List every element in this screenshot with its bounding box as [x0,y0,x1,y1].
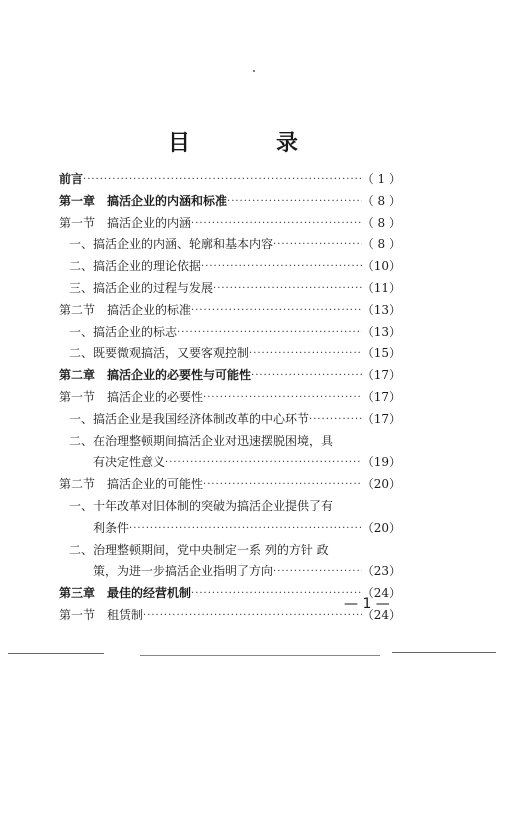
toc-entry-page: （ 8 ） [361,215,401,230]
toc-entry-continuation [59,455,401,469]
leader-dots [177,327,362,339]
toc-entry-subsection [59,499,401,513]
toc-entry-preface [59,172,401,186]
toc-entry-page: （24） [361,607,401,622]
leader-dots [309,414,362,426]
leader-dots [191,218,362,230]
leader-dots [249,348,362,360]
toc-entry-page: （15） [361,346,401,361]
leader-dots [251,370,362,382]
toc-entry-page: （17） [361,368,401,383]
toc-entry-label-continued: 策，为进一步搞活企业指明了方向 [93,564,274,579]
toc-entry-label: 第一节 搞活企业的内涵 [59,215,192,230]
toc-entry-subsection [59,346,401,360]
toc-entry-label: 前言 [59,172,84,186]
toc-entry-subsection [59,237,401,251]
toc-entry-page: （20） [361,477,401,492]
toc-entry-page: （23） [361,564,401,579]
toc-entry-page: （13） [361,324,401,339]
leader-dots [203,392,362,404]
toc-entry-label: 二、搞活企业的理论依据 [69,259,202,274]
toc-entry-page: （24） [361,586,401,601]
toc-entry-continuation [59,521,401,535]
leader-dots [129,523,362,535]
toc-entry-label: 第二节 搞活企业的标准 [59,302,192,317]
leader-dots [213,283,362,295]
toc-entry-subsection [59,412,401,426]
toc-entry-label: 一、搞活企业是我国经济体制改革的中心环节 [69,411,310,426]
leader-dots [273,566,362,578]
leader-dots [201,261,362,273]
toc-entry-chapter-1 [59,194,401,208]
table-of-contents [59,172,401,630]
toc-entry-label: 第二节 搞活企业的可能性 [59,477,204,492]
toc-entry-section [59,303,401,317]
toc-entry-label: 第二章 搞活企业的必要性与可能性 [59,368,252,383]
leader-dots [227,196,362,208]
toc-entry-section [59,390,401,404]
toc-entry-section [59,216,401,230]
toc-entry-continuation [59,564,401,578]
toc-entry-label: 一、十年改革对旧体制的突破为搞活企业提供了有 [69,498,334,513]
page-title [168,126,318,156]
toc-entry-subsection [59,434,401,448]
leader-dots [83,174,362,186]
toc-entry-label: 第一节 搞活企业的必要性 [59,389,204,404]
leader-dots [191,588,362,600]
title-char-2: 录 [276,130,299,156]
toc-entry-section [59,477,401,491]
toc-entry-label: 二、既要微观搞活，又要客观控制 [69,346,250,361]
toc-entry-page: （13） [361,302,401,317]
toc-entry-page: （10） [361,259,401,274]
toc-entry-label: 一、搞活企业的标志 [69,324,178,339]
toc-entry-label: 第三章 最佳的经营机制 [59,586,192,601]
toc-entry-page: （ 8 ） [361,193,401,208]
toc-entry-label: 三、搞活企业的过程与发展 [69,280,214,295]
toc-entry-page: （17） [361,411,401,426]
toc-entry-subsection [59,281,401,295]
leader-dots [143,610,362,622]
toc-entry-label: 一、搞活企业的内涵、轮廓和基本内容 [69,237,274,252]
scan-edge-line [8,653,104,654]
toc-entry-subsection [59,325,401,339]
leader-dots [165,457,362,469]
toc-entry-label: 二、治理整顿期间，党中央制定一系 列的方针 政 [69,542,329,557]
paper-speck [253,70,255,72]
toc-entry-chapter-2 [59,368,401,382]
toc-entry-page: （ 1 ） [361,172,401,186]
toc-entry-page: （ 8 ） [361,237,401,252]
toc-entry-page: （20） [361,520,401,535]
leader-dots [203,479,362,491]
scan-edge-line [392,652,496,653]
toc-entry-subsection [59,259,401,273]
toc-entry-label: 第一节 租赁制 [59,607,144,622]
toc-entry-label: 二、在治理整顿期间搞活企业对迅速摆脱困境，具 [69,433,334,448]
toc-entry-label-continued: 有决定性意义 [93,455,166,470]
toc-entry-label-continued: 利条件 [93,520,130,535]
toc-entry-page: （11） [361,280,401,295]
toc-entry-label: 第一章 搞活企业的内涵和标准 [59,193,228,208]
toc-entry-page: （19） [361,455,401,470]
toc-entry-subsection [59,543,401,557]
leader-dots [191,305,362,317]
scan-edge-line [140,655,380,656]
title-char-1: 目 [168,130,191,156]
toc-entry-page: （17） [361,389,401,404]
leader-dots [273,239,362,251]
page-number: — 1 — [344,596,390,612]
